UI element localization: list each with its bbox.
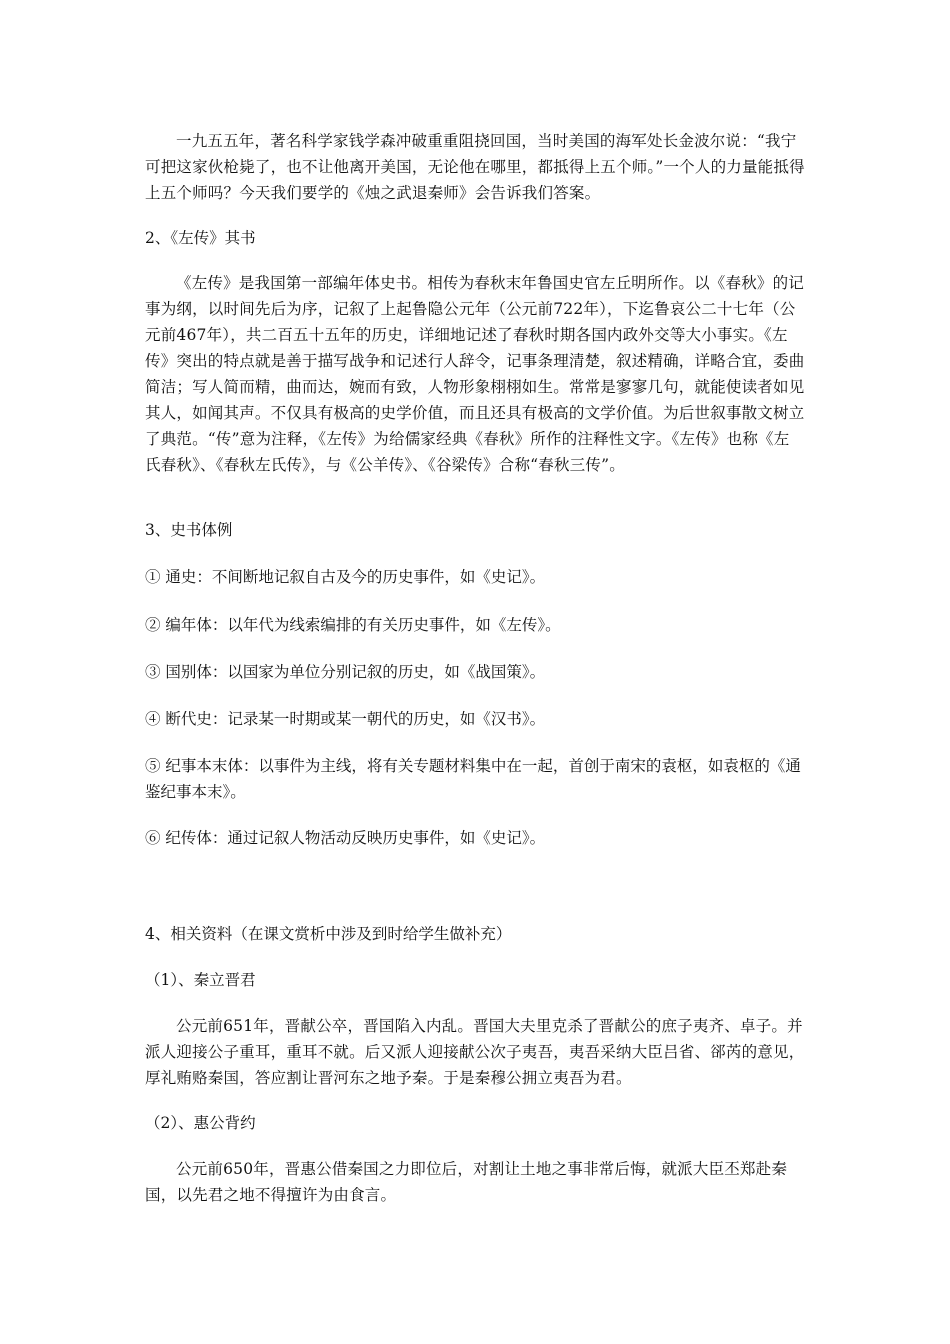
section-4-heading: 4、相关资料（在课文赏析中涉及到时给学生做补充） <box>145 925 512 943</box>
subsection-2-heading: （2）、惠公背约 <box>145 1114 256 1132</box>
section-2-paragraph: 《左传》是我国第一部编年体史书。相传为春秋末年鲁国史官左丘明所作。以《春秋》的记事为纲，以时间先后为序，记叙了上起鲁隐公元年（公元前722年），下迄鲁哀公二十七年（公元前467年），共二百五十五年的历史，详细地记述了春秋时期各国内政外交等大小事实。《左传》突出的特点就是善于描写战争和记述行人辞令，记事条理清楚，叙述精确，详略合宜，委曲简洁；写人简而精，曲而达，婉而有致，人物形象栩栩如生。常常是寥寥几句，就能使读者如见其人，如闻其声。不仅具有极高的史学价值，而且还具有极高的文学价值。为后世叙事散文树立了典范。“传”意为注释，《左传》为给儒家经典《春秋》所作的注释性文字。《左传》也称《左氏春秋》、《春秋左氏传》，与《公羊传》、《谷梁传》合称“春秋三传”。 <box>145 274 805 474</box>
history-genre-item-5: ⑤ 纪事本末体：以事件为主线，将有关专题材料集中在一起，首创于南宋的袁枢，如袁枢的《通鉴纪事本末》。 <box>145 757 801 801</box>
subsection-1-heading: （1）、秦立晋君 <box>145 971 256 989</box>
history-genre-item-4: ④ 断代史：记录某一时期或某一朝代的历史，如《汉书》。 <box>145 710 546 728</box>
section-3-heading: 3、史书体例 <box>145 521 233 539</box>
section-2-heading: 2、《左传》其书 <box>145 229 256 247</box>
subsection-1-paragraph: 公元前651年，晋献公卒，晋国陷入内乱。晋国大夫里克杀了晋献公的庶子夷齐、卓子。并派人迎接公子重耳，重耳不就。后又派人迎接献公次子夷吾，夷吾采纳大臣吕省、郤芮的意见，厚礼贿赂秦国，答应割让晋河东之地予秦。于是秦穆公拥立夷吾为君。 <box>145 1017 805 1087</box>
history-genre-item-1: ① 通史：不间断地记叙自古及今的历史事件，如《史记》。 <box>145 568 546 586</box>
history-genre-item-6: ⑥ 纪传体：通过记叙人物活动反映历史事件，如《史记》。 <box>145 829 546 847</box>
history-genre-item-3: ③ 国别体：以国家为单位分别记叙的历史，如《战国策》。 <box>145 663 546 681</box>
intro-paragraph: 一九五五年，著名科学家钱学森冲破重重阻挠回国，当时美国的海军处长金波尔说：“我宁可把这家伙枪毙了，也不让他离开美国，无论他在哪里，都抵得上五个师。”一个人的力量能抵得上五个师吗？今天我们要学的《烛之武退秦师》会告诉我们答案。 <box>145 132 805 202</box>
subsection-2-paragraph: 公元前650年，晋惠公借秦国之力即位后，对割让土地之事非常后悔，就派大臣丕郑赴秦国，以先君之地不得擅许为由食言。 <box>145 1160 788 1204</box>
history-genre-item-2: ② 编年体：以年代为线索编排的有关历史事件，如《左传》。 <box>145 616 561 634</box>
